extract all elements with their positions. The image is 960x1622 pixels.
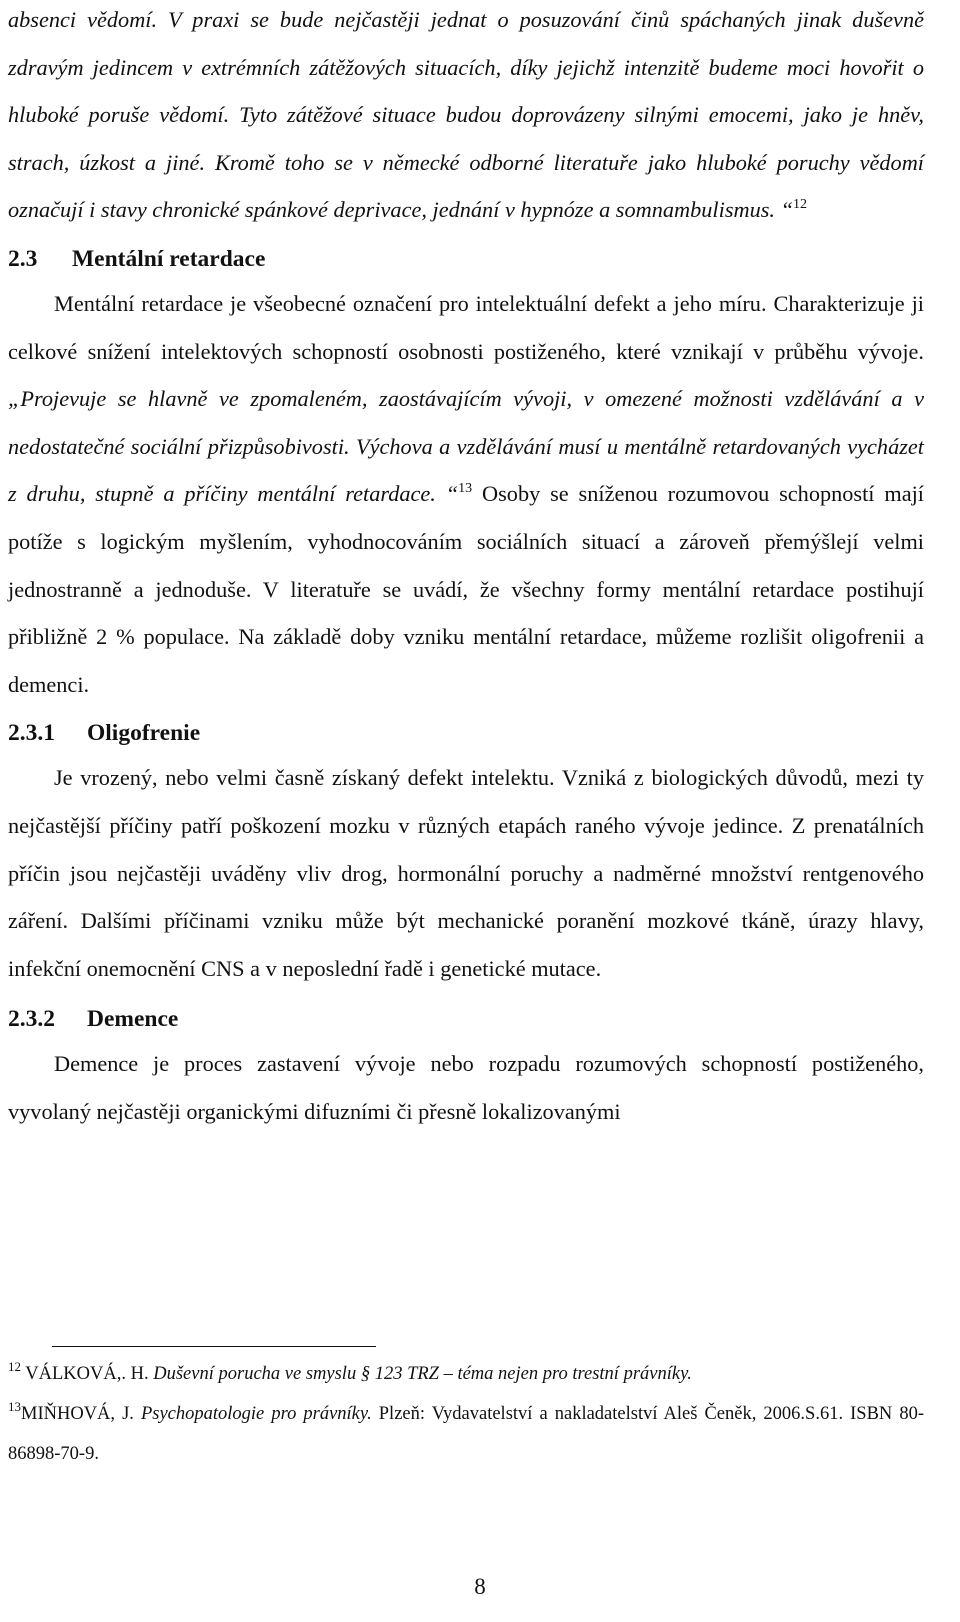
document-page (8, 0, 924, 1135)
section-2-3-paragraph (8, 280, 924, 708)
footnote-author: MIŇHOVÁ, J. (21, 1404, 141, 1424)
footnote-title: Psychopatologie pro právníky. (140, 1404, 372, 1424)
footnote-separator (52, 1346, 376, 1347)
section-title: Demence (87, 1006, 179, 1033)
footnote-ref-12[interactable]: 12 (792, 197, 807, 213)
section-2-3-1-paragraph: Je vrozený, nebo velmi časně získaný defekt intelektu. Vzniká z biologických důvodů, mezi ty nejčastější příčiny patří poškození mozku v různých etapách raného vývoje jedince. Z prenatálních příčin jsou nejčastěji uváděny vliv drog, hormonální poruchy a nadměrné množství rentgenového záření. Dalšími příčinami vzniku může být mechanické poranění mozkové tkáně, úrazy hlavy, infekční onemocnění CNS a v neposlední řadě i genetické mutace. (8, 765, 924, 981)
footnote-12 (8, 1354, 924, 1394)
intro-text: absenci vědomí. V praxi se bude nejčastěji jednat o posuzování činů spáchaných jinak duševně zdravým jedincem v extrémních zátěžových situacích, díky jejichž intenzitě budeme moci hovořit o hluboké poruše vědomí. Tyto zátěžové situace budou doprovázeny silnými emocemi, jako je hněv, strach, úzkost a jiné. Kromě toho se v německé odborné literatuře jako hluboké poruchy vědomí označují i stavy chronické spánkové deprivace, jednání v hypnóze a somnambulismus. “ (8, 7, 924, 223)
section-heading-2-3 (8, 244, 924, 274)
paragraph-text-continued: Osoby se sníženou rozumovou schopností mají potíže s logickým myšlením, vyhodnocováním sociálních situací a zároveň přemýšlejí velmi jednostranně a jednoduše. V literatuře se uvádí, že všechny formy mentální retardace postihují přibližně 2 % populace. Na základě doby vzniku mentální retardace, můžeme rozlišit oligofrenii a demenci. (8, 481, 924, 697)
section-title: Mentální retardace (72, 245, 266, 272)
section-heading-2-3-2 (8, 1004, 924, 1034)
footnote-ref-13[interactable]: 13 (458, 481, 473, 497)
page-number: 8 (474, 1574, 486, 1599)
footnote-rest: Plzeň: Vydavatelství a nakladatelství Aleš Čeněk, 2006.S.61. ISBN 80-86898-70-9. (8, 1404, 924, 1464)
section-heading-2-3-1 (8, 718, 924, 748)
paragraph-text: Mentální retardace je všeobecné označení pro intelektuální defekt a jeho míru. Charakterizuje ji celkové snížení intelektových schopností osobnosti postiženého, které vznikají v průběhu vývoje. (8, 290, 924, 364)
section-title: Oligofrenie (87, 720, 201, 747)
footnote-13 (8, 1394, 924, 1474)
footnote-number: 12 (8, 1359, 21, 1374)
footnotes (8, 1354, 924, 1474)
footnote-number: 13 (8, 1399, 21, 1414)
intro-paragraph (8, 0, 924, 234)
footnote-author: VÁLKOVÁ,. H. (21, 1364, 154, 1384)
section-number: 2.3.2 (8, 1006, 55, 1033)
section-number: 2.3 (8, 245, 38, 272)
footnote-title: Duševní porucha ve smyslu § 123 TRZ – téma nejen pro trestní právníky. (153, 1364, 692, 1384)
quotation: „Projevuje se hlavně ve zpomaleném, zaostávajícím vývoji, v omezené možnosti vzdělávání a v nedostatečné sociální přizpůsobivosti. Výchova a vzdělávání musí u mentálně retardovaných vycházet z druhu, stupně a příčiny mentální retardace. “ (8, 386, 924, 507)
section-2-3-2-paragraph: Demence je proces zastavení vývoje nebo rozpadu rozumových schopností postiženého, vyvolaný nejčastěji organickými difuzními či přesně lokalizovanými (8, 1051, 924, 1124)
section-number: 2.3.1 (8, 720, 55, 747)
